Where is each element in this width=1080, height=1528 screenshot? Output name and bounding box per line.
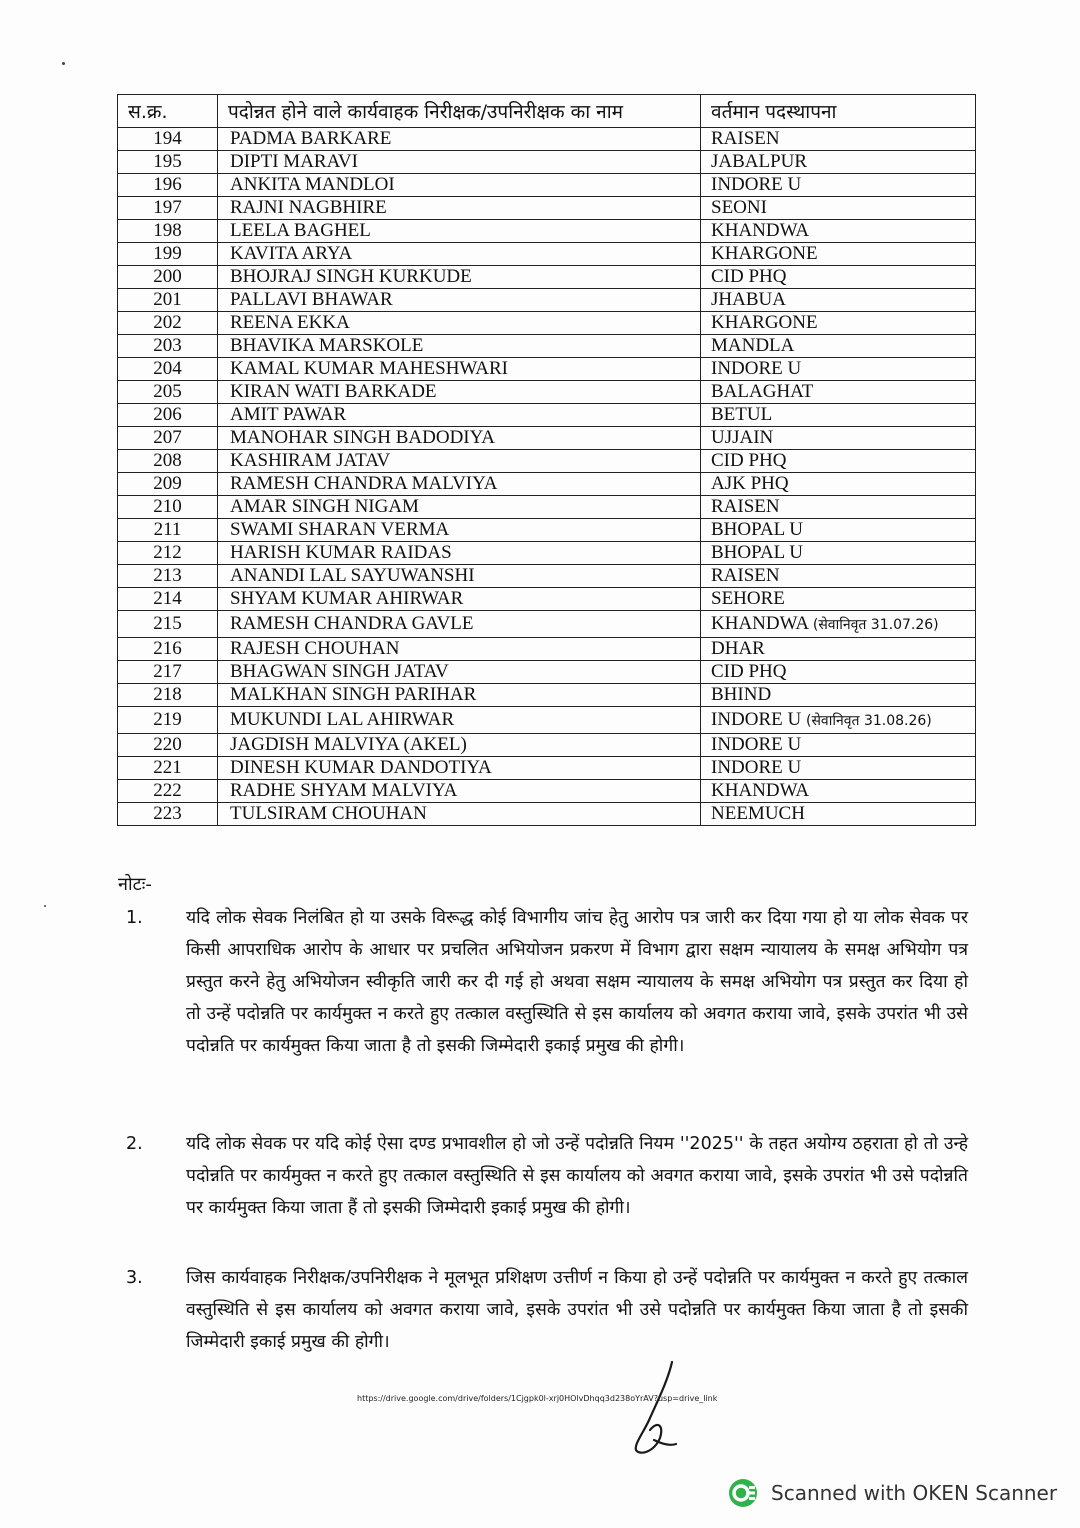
header-serial: स.क्र. <box>118 95 218 128</box>
posting-text: JABALPUR <box>711 151 808 172</box>
posting-text: RAISEN <box>711 496 780 517</box>
posting-cell <box>701 707 976 734</box>
posting-cell <box>701 757 976 780</box>
table-row <box>118 684 976 707</box>
posting-text: SEHORE <box>711 588 785 609</box>
posting-text: NEEMUCH <box>711 803 805 824</box>
handwritten-signature <box>610 1360 700 1460</box>
officer-name-cell: KAVITA ARYA <box>218 243 701 266</box>
officer-name-cell: RAMESH CHANDRA GAVLE <box>218 611 701 638</box>
serial-number-cell: 194 <box>118 128 218 151</box>
retirement-note: (सेवानिवृत 31.08.26) <box>806 712 932 729</box>
posting-cell <box>701 684 976 707</box>
posting-cell <box>701 128 976 151</box>
scan-speck <box>44 905 46 907</box>
posting-cell <box>701 404 976 427</box>
table-row <box>118 381 976 404</box>
serial-number-cell: 218 <box>118 684 218 707</box>
posting-cell <box>701 151 976 174</box>
table-row <box>118 565 976 588</box>
serial-number-cell: 222 <box>118 780 218 803</box>
table-row <box>118 542 976 565</box>
serial-number-cell: 210 <box>118 496 218 519</box>
header-posting: वर्तमान पदस्थापना <box>701 95 976 128</box>
table-row <box>118 734 976 757</box>
serial-number-cell: 209 <box>118 473 218 496</box>
posting-cell <box>701 519 976 542</box>
posting-cell <box>701 197 976 220</box>
posting-text: RAISEN <box>711 128 780 149</box>
drive-link[interactable]: https://drive.google.com/drive/folders/1Cjgpk0l-xrj0HOlvDhqq3d238oYrAV?usp=drive_link <box>357 1394 718 1403</box>
posting-cell <box>701 542 976 565</box>
note-text: जिस कार्यवाहक निरीक्षक/उपनिरीक्षक ने मूलभूत प्रशिक्षण उत्तीर्ण न किया हो उन्हें पदोन्नति पर कार्यमुक्त न करते हुए तत्काल वस्तुस्थिति से इस कार्यालय को अवगत कराया जावे, इसके उपरांत भी उसे पदोन्नति पर कार्यमुक्त किया जाता है तो इसकी जिम्मेदारी इकाई प्रमुख की होगी। <box>186 1268 968 1352</box>
serial-number-cell: 220 <box>118 734 218 757</box>
table-row <box>118 335 976 358</box>
scanner-label: Scanned with OKEN Scanner <box>771 1481 1058 1505</box>
officer-name-cell: BHAVIKA MARSKOLE <box>218 335 701 358</box>
note-number: 2. <box>126 1134 143 1154</box>
posting-cell <box>701 220 976 243</box>
posting-cell <box>701 661 976 684</box>
posting-cell <box>701 565 976 588</box>
table-row <box>118 243 976 266</box>
officer-name-cell: HARISH KUMAR RAIDAS <box>218 542 701 565</box>
table-row <box>118 289 976 312</box>
officer-name-cell: DIPTI MARAVI <box>218 151 701 174</box>
posting-cell <box>701 266 976 289</box>
officer-name-cell: RAMESH CHANDRA MALVIYA <box>218 473 701 496</box>
officer-name-cell: MALKHAN SINGH PARIHAR <box>218 684 701 707</box>
posting-text: KHANDWA <box>711 220 810 241</box>
table-row <box>118 638 976 661</box>
posting-cell <box>701 473 976 496</box>
posting-text: BALAGHAT <box>711 381 814 402</box>
table-row <box>118 312 976 335</box>
table-row <box>118 450 976 473</box>
serial-number-cell: 204 <box>118 358 218 381</box>
table-row <box>118 611 976 638</box>
officer-name-cell: SWAMI SHARAN VERMA <box>218 519 701 542</box>
serial-number-cell: 203 <box>118 335 218 358</box>
officer-name-cell: REENA EKKA <box>218 312 701 335</box>
table-row <box>118 803 976 826</box>
table-row <box>118 128 976 151</box>
posting-text: JHABUA <box>711 289 786 310</box>
table-row <box>118 197 976 220</box>
serial-number-cell: 206 <box>118 404 218 427</box>
table-row <box>118 661 976 684</box>
officer-name-cell: ANKITA MANDLOI <box>218 174 701 197</box>
table-row <box>118 588 976 611</box>
officer-name-cell: DINESH KUMAR DANDOTIYA <box>218 757 701 780</box>
table-row <box>118 266 976 289</box>
serial-number-cell: 195 <box>118 151 218 174</box>
scanner-watermark <box>727 1477 1057 1509</box>
posting-cell <box>701 450 976 473</box>
posting-cell <box>701 588 976 611</box>
officer-name-cell: SHYAM KUMAR AHIRWAR <box>218 588 701 611</box>
serial-number-cell: 223 <box>118 803 218 826</box>
scan-speck <box>62 62 65 65</box>
officer-name-cell: AMAR SINGH NIGAM <box>218 496 701 519</box>
note-number: 3. <box>126 1268 143 1288</box>
posting-cell <box>701 638 976 661</box>
posting-text: CID PHQ <box>711 266 787 287</box>
officer-name-cell: JAGDISH MALVIYA (AKEL) <box>218 734 701 757</box>
posting-text: BHOPAL U <box>711 519 804 540</box>
posting-text: DHAR <box>711 638 765 659</box>
officer-name-cell: PADMA BARKARE <box>218 128 701 151</box>
note-text: यदि लोक सेवक निलंबित हो या उसके विरूद्ध कोई विभागीय जांच हेतु आरोप पत्र जारी कर दिया गया हो या लोक सेवक पर किसी आपराधिक आरोप के आधार पर प्रचलित अभियोजन प्रकरण में विभाग द्वारा सक्षम न्यायालय के समक्ष अभियोग पत्र प्रस्तुत करने हेतु अभियोजन स्वीकृति जारी कर दी गई हो अथवा सक्षम न्यायालय के समक्ष अभियोग पत्र प्रस्तुत कर दिया हो तो उन्हें पदोन्नति पर कार्यमुक्त न करते हुए तत्काल वस्तुस्थिति से इस कार्यालय को अवगत कराया जावे, इसके उपरांत भी उसे पदोन्नति पर कार्यमुक्त किया जाता है तो इसकी जिम्मेदारी इकाई प्रमुख की होगी। <box>186 908 968 1056</box>
posting-text: KHARGONE <box>711 312 818 333</box>
serial-number-cell: 215 <box>118 611 218 638</box>
serial-number-cell: 221 <box>118 757 218 780</box>
officer-name-cell: MANOHAR SINGH BADODIYA <box>218 427 701 450</box>
officer-name-cell: RAJNI NAGBHIRE <box>218 197 701 220</box>
officer-name-cell: RAJESH CHOUHAN <box>218 638 701 661</box>
table-row <box>118 780 976 803</box>
oken-logo-icon <box>727 1477 759 1509</box>
note-item-3 <box>118 1262 968 1358</box>
posting-text: KHANDWA <box>711 612 809 634</box>
officer-name-cell: PALLAVI BHAWAR <box>218 289 701 312</box>
posting-text: BHOPAL U <box>711 542 804 563</box>
officer-name-cell: KIRAN WATI BARKADE <box>218 381 701 404</box>
serial-number-cell: 202 <box>118 312 218 335</box>
posting-cell <box>701 358 976 381</box>
note-heading: नोटः- <box>118 874 152 895</box>
posting-text: BHIND <box>711 684 772 705</box>
posting-text: CID PHQ <box>711 661 787 682</box>
note-item-2 <box>118 1128 968 1224</box>
table-row <box>118 404 976 427</box>
header-name: पदोन्नत होने वाले कार्यवाहक निरीक्षक/उपनिरीक्षक का नाम <box>218 95 701 128</box>
posting-cell <box>701 611 976 638</box>
table-row <box>118 707 976 734</box>
table-row <box>118 496 976 519</box>
posting-text: KHANDWA <box>711 780 810 801</box>
table-row <box>118 358 976 381</box>
serial-number-cell: 216 <box>118 638 218 661</box>
table-row <box>118 519 976 542</box>
posting-cell <box>701 427 976 450</box>
serial-number-cell: 199 <box>118 243 218 266</box>
officer-name-cell: TULSIRAM CHOUHAN <box>218 803 701 826</box>
serial-number-cell: 208 <box>118 450 218 473</box>
posting-cell <box>701 381 976 404</box>
posting-cell <box>701 734 976 757</box>
posting-text: INDORE U <box>711 757 802 778</box>
officer-name-cell: MUKUNDI LAL AHIRWAR <box>218 707 701 734</box>
posting-text: MANDLA <box>711 335 795 356</box>
officer-name-cell: AMIT PAWAR <box>218 404 701 427</box>
posting-cell <box>701 243 976 266</box>
note-text: यदि लोक सेवक पर यदि कोई ऐसा दण्ड प्रभावशील हो जो उन्हें पदोन्नति नियम ''2025'' के तहत अयोग्य ठहराता हो तो उन्हे पदोन्नति पर कार्यमुक्त न करते हुए तत्काल वस्तुस्थिति से इस कार्यालय को अवगत कराया जावे, इसके उपरांत भी उसे पदोन्नति पर कार्यमुक्त किया जाता हैं तो इसकी जिम्मेदारी इकाई प्रमुख की होगी। <box>186 1134 968 1218</box>
officer-name-cell: BHAGWAN SINGH JATAV <box>218 661 701 684</box>
table-header-row <box>118 95 976 128</box>
posting-text: BETUL <box>711 404 773 425</box>
table-row <box>118 427 976 450</box>
serial-number-cell: 217 <box>118 661 218 684</box>
table-row <box>118 174 976 197</box>
posting-text: CID PHQ <box>711 450 787 471</box>
serial-number-cell: 200 <box>118 266 218 289</box>
serial-number-cell: 205 <box>118 381 218 404</box>
serial-number-cell: 212 <box>118 542 218 565</box>
posting-text: RAISEN <box>711 565 780 586</box>
table-body <box>118 128 976 826</box>
posting-cell <box>701 312 976 335</box>
posting-text: INDORE U <box>711 174 802 195</box>
serial-number-cell: 196 <box>118 174 218 197</box>
table-row <box>118 151 976 174</box>
retirement-note: (सेवानिवृत 31.07.26) <box>812 616 939 633</box>
table-row <box>118 473 976 496</box>
serial-number-cell: 197 <box>118 197 218 220</box>
serial-number-cell: 211 <box>118 519 218 542</box>
officer-name-cell: LEELA BAGHEL <box>218 220 701 243</box>
posting-text: UJJAIN <box>711 427 774 448</box>
serial-number-cell: 219 <box>118 707 218 734</box>
serial-number-cell: 213 <box>118 565 218 588</box>
promotion-list-table <box>117 94 976 826</box>
posting-cell <box>701 289 976 312</box>
note-number: 1. <box>126 908 143 928</box>
table-row <box>118 220 976 243</box>
posting-cell <box>701 780 976 803</box>
posting-text: KHARGONE <box>711 243 818 264</box>
posting-text: INDORE U <box>711 358 802 379</box>
posting-cell <box>701 335 976 358</box>
officer-name-cell: KASHIRAM JATAV <box>218 450 701 473</box>
officer-name-cell: KAMAL KUMAR MAHESHWARI <box>218 358 701 381</box>
note-item-1 <box>118 902 968 1062</box>
serial-number-cell: 207 <box>118 427 218 450</box>
posting-cell <box>701 174 976 197</box>
serial-number-cell: 201 <box>118 289 218 312</box>
table-row <box>118 757 976 780</box>
posting-text: INDORE U <box>711 734 802 755</box>
officer-name-cell: RADHE SHYAM MALVIYA <box>218 780 701 803</box>
serial-number-cell: 214 <box>118 588 218 611</box>
posting-text: AJK PHQ <box>711 473 789 494</box>
officer-name-cell: BHOJRAJ SINGH KURKUDE <box>218 266 701 289</box>
serial-number-cell: 198 <box>118 220 218 243</box>
posting-cell <box>701 803 976 826</box>
posting-text: SEONI <box>711 197 767 218</box>
posting-text: INDORE U <box>711 708 802 730</box>
posting-cell <box>701 496 976 519</box>
officer-name-cell: ANANDI LAL SAYUWANSHI <box>218 565 701 588</box>
